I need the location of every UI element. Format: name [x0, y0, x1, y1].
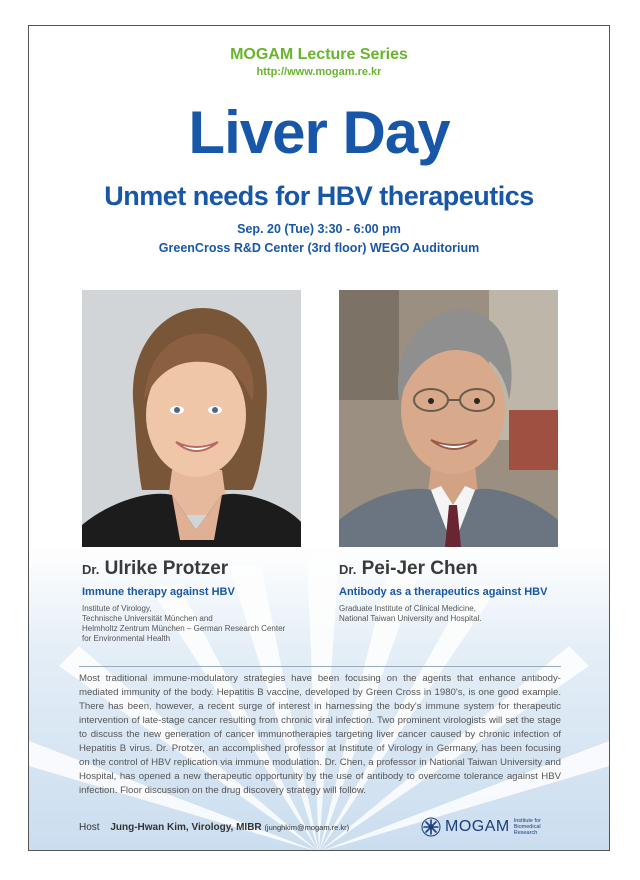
mogam-logo-icon	[421, 817, 441, 837]
lecture-series: MOGAM Lecture Series	[230, 46, 408, 63]
poster	[28, 25, 610, 851]
speaker-protzer	[82, 558, 332, 644]
affiliation-line: Graduate Institute of Clinical Medicine,	[339, 604, 476, 613]
speaker-photo-protzer	[82, 290, 301, 547]
event-date: Sep. 20 (Tue) 3:30 - 6:00 pm	[237, 222, 401, 236]
speaker-name-text: Pei-Jer Chen	[361, 558, 478, 579]
event-venue: GreenCross R&D Center (3rd floor) WEGO Auditorium	[158, 241, 480, 255]
host-info	[79, 822, 349, 833]
speaker-name	[82, 558, 332, 580]
subtitle: Unmet needs for HBV therapeutics	[104, 181, 534, 211]
logo-name: MOGAM	[445, 818, 510, 835]
affiliation-line: for Environmental Health	[82, 634, 171, 643]
page-title: Liver Day	[188, 99, 450, 166]
speaker-name-text: Ulrike Protzer	[104, 558, 229, 579]
host-label: Host	[79, 822, 100, 833]
affiliation-line: National Taiwan University and Hospital.	[339, 614, 482, 623]
speaker-affiliation	[82, 604, 332, 644]
speaker-name	[339, 558, 589, 580]
affiliation-line: Technische Universität München and	[82, 614, 213, 623]
speaker-affiliation	[339, 604, 589, 624]
logo-subtitle: Institute for Biomedical Research	[513, 818, 541, 836]
host-name: Jung-Hwan Kim, Virology, MIBR	[110, 822, 262, 833]
mogam-logo	[421, 816, 558, 838]
divider	[79, 666, 561, 667]
website-link[interactable]: http://www.mogam.re.kr	[256, 66, 382, 78]
speaker-topic: Antibody as a therapeutics against HBV	[339, 586, 548, 598]
affiliation-line: Helmholtz Zentrum München – German Research Center	[82, 624, 286, 633]
speaker-topic: Immune therapy against HBV	[82, 586, 235, 598]
speaker-photo-chen	[339, 290, 558, 547]
speaker-prefix: Dr.	[339, 562, 357, 577]
host-email[interactable]: (junghkim@mogam.re.kr)	[264, 823, 350, 832]
speaker-prefix: Dr.	[82, 562, 100, 577]
event-description: Most traditional immune-modulatory strategies have been focusing on the agents that enhance antibody-mediated immunity of the body. Hepatitis B vaccine, developed by Green Cross in 1980's, is one good example. There has been, however, a recent surge of interest in harnessing the body's immune system for therapeutic intervention of late-stage cancer resulting from chronic viral infection. Two prominent virologists will set the stage to discuss the new generation of cancer immunotherapies targeting liver cancer caused by chronic infection of Hepatitis B virus. Dr. Protzer, an accomplished professor at Institute of Virology in Germany, has been focusing on the control of HBV replication via immune modulation. Dr. Chen, a professor in National Taiwan University and Hospital, has opened a new therapeutic opportunity by the use of antibody to overcome tolerance against HBV infection. Floor discussion on the drug discovery strategy will follow.	[79, 673, 561, 796]
speaker-chen	[339, 558, 589, 624]
affiliation-line: Institute of Virology,	[82, 604, 152, 613]
